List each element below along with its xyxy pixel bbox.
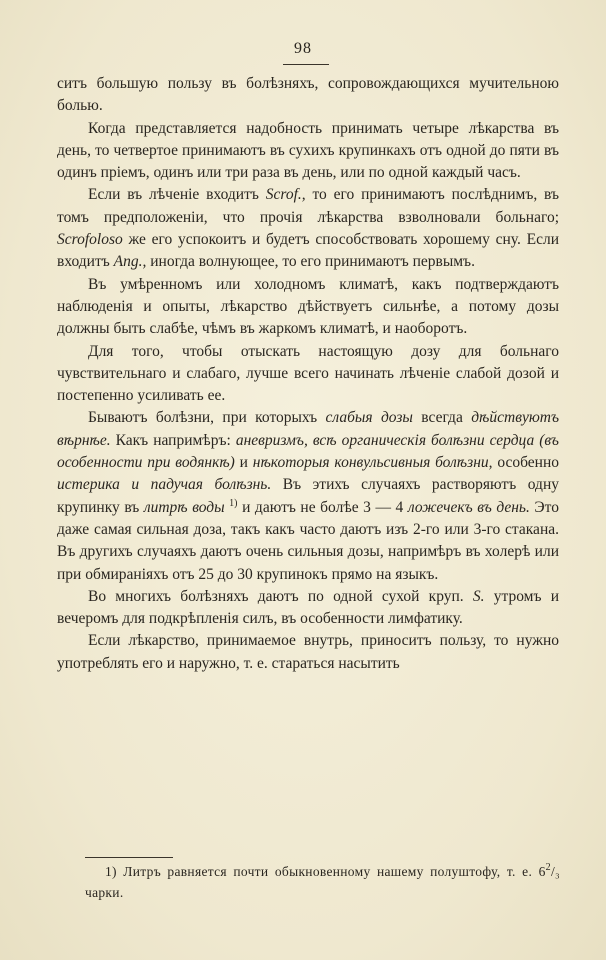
footnote-marker: 1) [105, 864, 117, 879]
text-run: всегда [412, 409, 472, 427]
footnote-text: Литръ равняется почти обыкновенному нашему полуштофу, т. е. 6 [116, 864, 546, 879]
italic-text: истерика и падучая болѣзнь. [57, 476, 272, 494]
footnote-rule [85, 857, 173, 858]
text-run: Въ этихъ случаяхъ растворяютъ одну крупинку въ [57, 476, 559, 516]
italic-text: Scrof., [265, 186, 306, 204]
text-run: иногда волнующее, то его принимаютъ первымъ. [146, 253, 475, 271]
italic-text: нѣкоторыя конвульсивныя болѣзни, [252, 454, 493, 472]
footnote-sup: 2 [545, 862, 551, 873]
paragraph [57, 73, 559, 118]
text-run: ситъ большую пользу въ болѣзняхъ, сопровождающихся мучительною болью. [57, 75, 559, 115]
italic-text: Scrofoloso [57, 231, 123, 249]
text-run: и даютъ не болѣе 3 — 4 [237, 498, 408, 516]
text-run: Во многихъ болѣзняхъ даютъ по одной сухой круп. [88, 587, 473, 605]
footnote-tail: /₃ чарки. [85, 864, 560, 900]
italic-text: S. [472, 587, 485, 605]
paragraph [57, 274, 559, 341]
italic-text: литрѣ воды [143, 498, 225, 516]
paragraph [57, 341, 559, 408]
italic-text: дѣйствуютъ вѣрнѣе. [57, 409, 559, 449]
page-number-rule [283, 64, 329, 65]
paragraph [57, 630, 559, 675]
text-run: и [234, 454, 253, 472]
italic-text: ложечекъ въ день. [407, 498, 530, 516]
text-run: утромъ и вечеромъ для подкрѣпленія силъ, въ особенности лимфатику. [57, 587, 559, 628]
text-run: то его принимаютъ послѣднимъ, въ томъ предположеніи, что прочія лѣкарства взволновали больнаго; [57, 186, 559, 226]
body-text [57, 73, 559, 675]
page-number: 98 [294, 40, 312, 57]
paragraph [57, 586, 559, 631]
text-run: Если лѣкарство, принимаемое внутрь, приноситъ пользу, то нужно употреблять его и наружно, т. е. стараться насытить [57, 632, 559, 672]
paragraph [57, 407, 559, 585]
italic-text: Ang., [113, 253, 147, 271]
footnote-ref: 1) [229, 497, 238, 509]
paragraph [57, 184, 559, 273]
text-run: особенно [492, 454, 559, 472]
paragraph [57, 118, 559, 185]
text-run: Когда представляется надобность принимать четыре лѣкарства въ день, то четвертое принимаютъ въ сухихъ крупинкахъ отъ одной до пяти въ одинъ пріемъ, одинъ или три раза въ день, или по одной каждый часъ. [57, 119, 559, 182]
italic-text: слабыя дозы [325, 409, 413, 427]
text-run: же его успокоитъ и будетъ способствовать хорошему сну. Если входитъ [57, 231, 559, 271]
text-run: Бываютъ болѣзни, при которыхъ [88, 409, 326, 427]
italic-text: аневризмъ, всѣ органическія болѣзни сердца (въ особенности при водянкѣ) [57, 431, 559, 472]
text-run: Для того, чтобы отыскать настоящую дозу для больнаго чувствительнаго и слабаго, лучше всего начинать лѣченіе слабой дозой и постепенно усиливать ее. [57, 342, 559, 405]
footnote [85, 861, 560, 903]
text-run: Это даже самая сильная доза, такъ какъ часто даютъ изъ 2-го или 3-го стакана. Въ другихъ случаяхъ даютъ очень сильныя дозы, напримѣръ въ холерѣ или при обмираніяхъ отъ 25 до 30 крупинокъ прямо на языкъ. [57, 498, 559, 583]
text-run: Въ умѣренномъ или холодномъ климатѣ, какъ подтверждаютъ наблюденія и опыты, лѣкарство дѣйствуетъ сильнѣе, а потому дозы должны быть слабѣе, чѣмъ въ жаркомъ климатѣ, и наоборотъ. [57, 275, 559, 338]
text-run: Если въ лѣченіе входитъ [88, 186, 266, 204]
text-run: Какъ напримѣръ: [110, 431, 236, 449]
